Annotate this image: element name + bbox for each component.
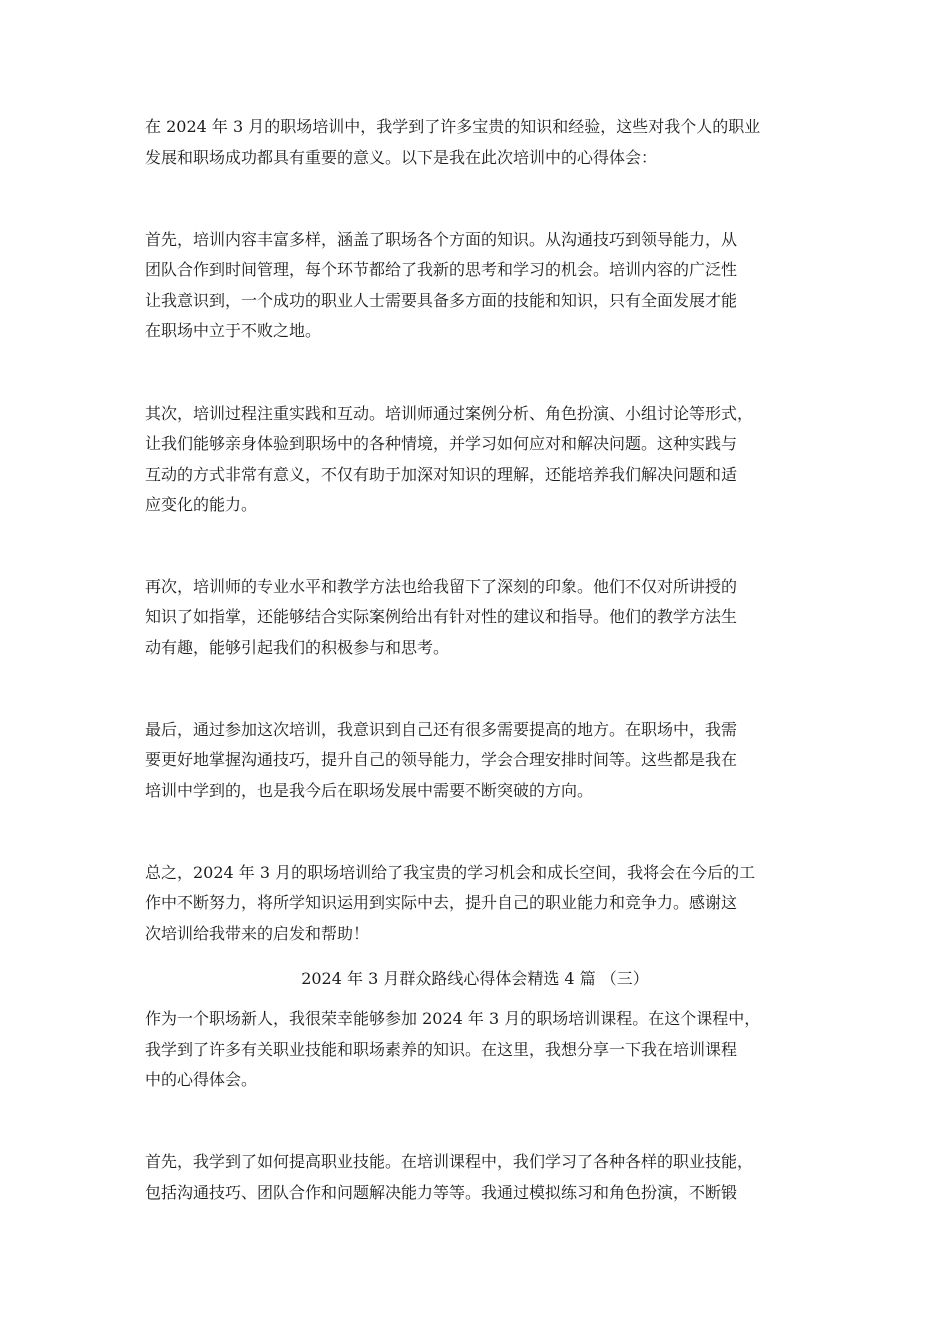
section-heading: 2024 年 3 月群众路线心得体会精选 4 篇 （三）: [301, 969, 649, 988]
text-line: 在 2024 年 3 月的职场培训中，我学到了许多宝贵的知识和经验，这些对我个人的职业: [145, 117, 761, 136]
text-line: 次培训给我带来的启发和帮助！: [145, 924, 370, 943]
text-line: 动有趣，能够引起我们的积极参与和思考。: [145, 638, 450, 657]
text-line: 再次，培训师的专业水平和教学方法也给我留下了深刻的印象。他们不仅对所讲授的: [145, 577, 738, 596]
text-line: 让我意识到，一个成功的职业人士需要具备多方面的技能和知识，只有全面发展才能: [145, 291, 738, 310]
text-line: 作中不断努力，将所学知识运用到实际中去，提升自己的职业能力和竞争力。感谢这: [145, 893, 738, 912]
text-line: 知识了如指掌，还能够结合实际案例给出有针对性的建议和指导。他们的教学方法生: [145, 607, 738, 626]
text-line: 首先，我学到了如何提高职业技能。在培训课程中，我们学习了各种各样的职业技能，: [145, 1152, 754, 1171]
text-line: 总之，2024 年 3 月的职场培训给了我宝贵的学习机会和成长空间，我将会在今后的工: [145, 863, 756, 882]
text-line: 发展和职场成功都具有重要的意义。以下是我在此次培训中的心得体会：: [145, 148, 658, 167]
text-line: 培训中学到的，也是我今后在职场发展中需要不断突破的方向。: [145, 781, 594, 800]
text-line: 中的心得体会。: [145, 1070, 258, 1089]
text-line: 应变化的能力。: [145, 495, 258, 514]
text-line: 让我们能够亲身体验到职场中的各种情境，并学习如何应对和解决问题。这种实践与: [145, 434, 738, 453]
text-line: 其次，培训过程注重实践和互动。培训师通过案例分析、角色扮演、小组讨论等形式，: [145, 404, 754, 423]
text-line: 我学到了许多有关职业技能和职场素养的知识。在这里，我想分享一下我在培训课程: [145, 1040, 738, 1059]
text-line: 最后，通过参加这次培训，我意识到自己还有很多需要提高的地方。在职场中，我需: [145, 720, 738, 739]
text-line: 在职场中立于不败之地。: [145, 321, 322, 340]
text-line: 团队合作到时间管理，每个环节都给了我新的思考和学习的机会。培训内容的广泛性: [145, 260, 738, 279]
text-line: 互动的方式非常有意义，不仅有助于加深对知识的理解，还能培养我们解决问题和适: [145, 465, 738, 484]
text-line: 包括沟通技巧、团队合作和问题解决能力等等。我通过模拟练习和角色扮演，不断锻: [145, 1183, 738, 1202]
text-line: 作为一个职场新人，我很荣幸能够参加 2024 年 3 月的职场培训课程。在这个课程中，: [145, 1009, 761, 1028]
text-line: 首先，培训内容丰富多样，涵盖了职场各个方面的知识。从沟通技巧到领导能力，从: [145, 230, 738, 249]
text-line: 要更好地掌握沟通技巧，提升自己的领导能力，学会合理安排时间等。这些都是我在: [145, 750, 738, 769]
